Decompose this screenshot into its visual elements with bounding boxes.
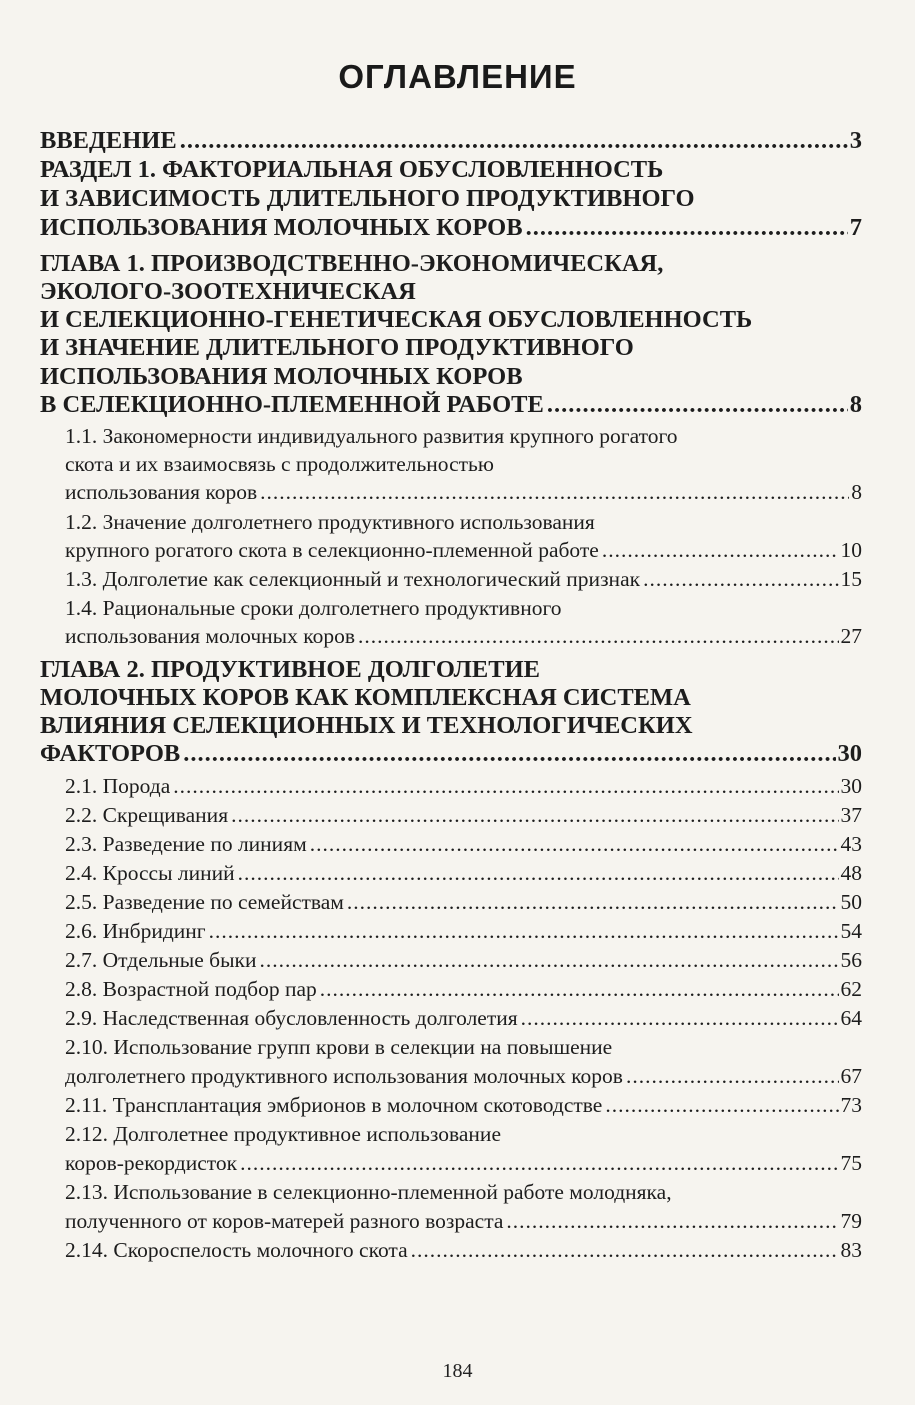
toc-page-number: 8	[851, 480, 862, 504]
toc-entry-text: 1.1. Закономерности индивидуального развития крупного рогатого	[65, 424, 678, 448]
toc-page-number: 7	[849, 214, 862, 241]
toc-entry-2-9[interactable]	[65, 1006, 862, 1036]
toc-page-number: 30	[837, 740, 862, 767]
toc-entry-text: долголетнего продуктивного использования молочных коров	[65, 1064, 623, 1088]
toc-entry-2-5[interactable]	[65, 890, 862, 920]
leader-dots	[240, 1151, 838, 1176]
toc-entry-text: И СЕЛЕКЦИОННО-ГЕНЕТИЧЕСКАЯ ОБУСЛОВЛЕННОСТЬ	[40, 306, 753, 333]
toc-entry-section-1-line-3[interactable]	[40, 214, 862, 244]
toc-page-number: 56	[840, 948, 862, 972]
leader-dots	[183, 740, 835, 768]
toc-entry-text: крупного рогатого скота в селекционно-племенной работе	[65, 538, 599, 562]
toc-entry-text: 1.3. Долголетие как селекционный и технологический признак	[65, 567, 641, 591]
toc-page-number: 8	[849, 391, 862, 418]
toc-entry-chapter-1-line-1[interactable]	[40, 250, 862, 280]
toc-entry-text: ГЛАВА 1. ПРОИЗВОДСТВЕННО-ЭКОНОМИЧЕСКАЯ,	[40, 250, 664, 277]
toc-entry-2-3[interactable]	[65, 832, 862, 862]
leader-dots	[547, 391, 848, 419]
toc-entry-text: 2.1. Порода	[65, 774, 171, 798]
leader-dots	[259, 948, 838, 973]
leader-dots	[526, 214, 848, 242]
leader-dots	[173, 774, 838, 799]
toc-entry-chapter-1-line-4[interactable]	[40, 334, 862, 364]
toc-entry-introduction[interactable]	[40, 127, 862, 157]
toc-entry-text: 2.3. Разведение по линиям	[65, 832, 307, 856]
toc-entry-text: использования коров	[65, 480, 258, 504]
leader-dots	[411, 1238, 839, 1263]
toc-entry-text: ФАКТОРОВ	[40, 740, 181, 767]
toc-entry-2-4[interactable]	[65, 861, 862, 891]
toc-entry-2-8[interactable]	[65, 977, 862, 1007]
toc-page-number: 48	[840, 861, 862, 885]
toc-entry-1-4-line-1[interactable]	[65, 596, 862, 626]
toc-entry-text: РАЗДЕЛ 1. ФАКТОРИАЛЬНАЯ ОБУСЛОВЛЕННОСТЬ	[40, 156, 664, 183]
toc-page-number: 43	[840, 832, 862, 856]
toc-entry-text: И ЗАВИСИМОСТЬ ДЛИТЕЛЬНОГО ПРОДУКТИВНОГО	[40, 185, 695, 212]
toc-page-number: 37	[840, 803, 862, 827]
toc-entry-chapter-1-line-6[interactable]	[40, 391, 862, 421]
toc-page-number: 54	[840, 919, 862, 943]
toc-page-number: 50	[840, 890, 862, 914]
toc-entry-text: 2.4. Кроссы линий	[65, 861, 235, 885]
toc-entry-1-1-line-2[interactable]	[65, 452, 862, 482]
toc-page-number: 79	[840, 1209, 862, 1233]
toc-entry-text: 2.14. Скороспелость молочного скота	[65, 1238, 408, 1262]
leader-dots	[347, 890, 839, 915]
toc-entry-text: 2.6. Инбридинг	[65, 919, 206, 943]
toc-entry-chapter-2-line-2[interactable]	[40, 684, 862, 714]
toc-entry-1-4-line-2[interactable]	[65, 624, 862, 654]
toc-entry-text: ИСПОЛЬЗОВАНИЯ МОЛОЧНЫХ КОРОВ	[40, 363, 523, 390]
toc-entry-text: 2.2. Скрещивания	[65, 803, 229, 827]
toc-entry-1-1-line-1[interactable]	[65, 424, 862, 454]
toc-entry-text: ГЛАВА 2. ПРОДУКТИВНОЕ ДОЛГОЛЕТИЕ	[40, 656, 540, 683]
toc-page-number: 64	[840, 1006, 862, 1030]
toc-entry-2-2[interactable]	[65, 803, 862, 833]
leader-dots	[310, 832, 839, 857]
toc-entry-2-6[interactable]	[65, 919, 862, 949]
leader-dots	[238, 861, 839, 886]
leader-dots	[209, 919, 839, 944]
leader-dots	[643, 567, 838, 592]
toc-entry-text: полученного от коров-матерей разного возраста	[65, 1209, 504, 1233]
toc-entry-text: 2.13. Использование в селекционно-племенной работе молодняка,	[65, 1180, 672, 1204]
toc-entry-1-1-line-3[interactable]	[65, 480, 862, 510]
toc-entry-2-11[interactable]	[65, 1093, 862, 1123]
leader-dots	[602, 538, 839, 563]
page-title: ОГЛАВЛЕНИЕ	[338, 58, 577, 95]
toc-entry-text: 2.8. Возрастной подбор пар	[65, 977, 317, 1001]
toc-entry-2-10-line-2[interactable]	[65, 1064, 862, 1094]
toc-entry-text: коров-рекордисток	[65, 1151, 238, 1175]
leader-dots	[260, 480, 849, 505]
toc-entry-2-13-line-2[interactable]	[65, 1209, 862, 1239]
toc-entry-text: 1.2. Значение долголетнего продуктивного использования	[65, 510, 595, 534]
toc-entry-chapter-1-line-3[interactable]	[40, 306, 862, 336]
toc-entry-section-1-line-1[interactable]	[40, 156, 862, 186]
toc-entry-chapter-1-line-2[interactable]	[40, 278, 862, 308]
toc-entry-text: 2.10. Использование групп крови в селекции на повышение	[65, 1035, 613, 1059]
toc-page-number: 27	[840, 624, 862, 648]
toc-page-number: 67	[840, 1064, 862, 1088]
toc-entry-chapter-1-line-5[interactable]	[40, 363, 862, 393]
toc-entry-chapter-2-line-1[interactable]	[40, 656, 862, 686]
toc-entry-section-1-line-2[interactable]	[40, 185, 862, 215]
toc-entry-text: ИСПОЛЬЗОВАНИЯ МОЛОЧНЫХ КОРОВ	[40, 214, 523, 241]
toc-entry-text: 2.12. Долголетнее продуктивное использование	[65, 1122, 501, 1146]
toc-entry-text: 1.4. Рациональные сроки долголетнего продуктивного	[65, 596, 562, 620]
toc-page-number: 83	[840, 1238, 862, 1262]
page-number-footer: 184	[442, 1360, 473, 1382]
leader-dots	[605, 1093, 838, 1118]
toc-entry-1-3[interactable]	[65, 567, 862, 597]
leader-dots	[231, 803, 838, 828]
toc-entry-text: МОЛОЧНЫХ КОРОВ КАК КОМПЛЕКСНАЯ СИСТЕМА	[40, 684, 691, 711]
toc-entry-2-10-line-1[interactable]	[65, 1035, 862, 1065]
toc-entry-text: 2.7. Отдельные быки	[65, 948, 257, 972]
toc-page-number: 75	[840, 1151, 862, 1175]
toc-page-number: 73	[840, 1093, 862, 1117]
leader-dots	[180, 127, 848, 155]
toc-entry-2-14[interactable]	[65, 1238, 862, 1268]
toc-entry-2-12-line-1[interactable]	[65, 1122, 862, 1152]
toc-entry-text: 2.5. Разведение по семействам	[65, 890, 344, 914]
toc-page-number: 15	[840, 567, 862, 591]
toc-entry-text: И ЗНАЧЕНИЕ ДЛИТЕЛЬНОГО ПРОДУКТИВНОГО	[40, 334, 634, 361]
leader-dots	[320, 977, 839, 1002]
toc-page-number: 62	[840, 977, 862, 1001]
toc-page-number: 10	[840, 538, 862, 562]
toc-entry-2-1[interactable]	[65, 774, 862, 804]
toc-entry-chapter-2-line-3[interactable]	[40, 712, 862, 742]
toc-entry-text: 2.9. Наследственная обусловленность долголетия	[65, 1006, 518, 1030]
toc-entry-text: ВЛИЯНИЯ СЕЛЕКЦИОННЫХ И ТЕХНОЛОГИЧЕСКИХ	[40, 712, 693, 739]
leader-dots	[521, 1006, 839, 1031]
toc-entry-text: ЭКОЛОГО-ЗООТЕХНИЧЕСКАЯ	[40, 278, 416, 305]
toc-entry-2-7[interactable]	[65, 948, 862, 978]
toc-page-number: 3	[849, 127, 862, 154]
leader-dots	[506, 1209, 838, 1234]
toc-entry-1-2-line-1[interactable]	[65, 510, 862, 540]
leader-dots	[626, 1064, 839, 1089]
leader-dots	[358, 624, 839, 649]
toc-entry-text: 2.11. Трансплантация эмбрионов в молочном скотоводстве	[65, 1093, 603, 1117]
toc-entry-text: В СЕЛЕКЦИОННО-ПЛЕМЕННОЙ РАБОТЕ	[40, 391, 544, 418]
toc-entry-chapter-2-line-4[interactable]	[40, 740, 862, 770]
toc-entry-2-12-line-2[interactable]	[65, 1151, 862, 1181]
toc-entry-text: ВВЕДЕНИЕ	[40, 127, 177, 154]
toc-entry-2-13-line-1[interactable]	[65, 1180, 862, 1210]
toc-entry-text: использования молочных коров	[65, 624, 355, 648]
toc-entry-1-2-line-2[interactable]	[65, 538, 862, 568]
toc-page-number: 30	[840, 774, 862, 798]
toc-entry-text: скота и их взаимосвязь с продолжительностью	[65, 452, 494, 476]
